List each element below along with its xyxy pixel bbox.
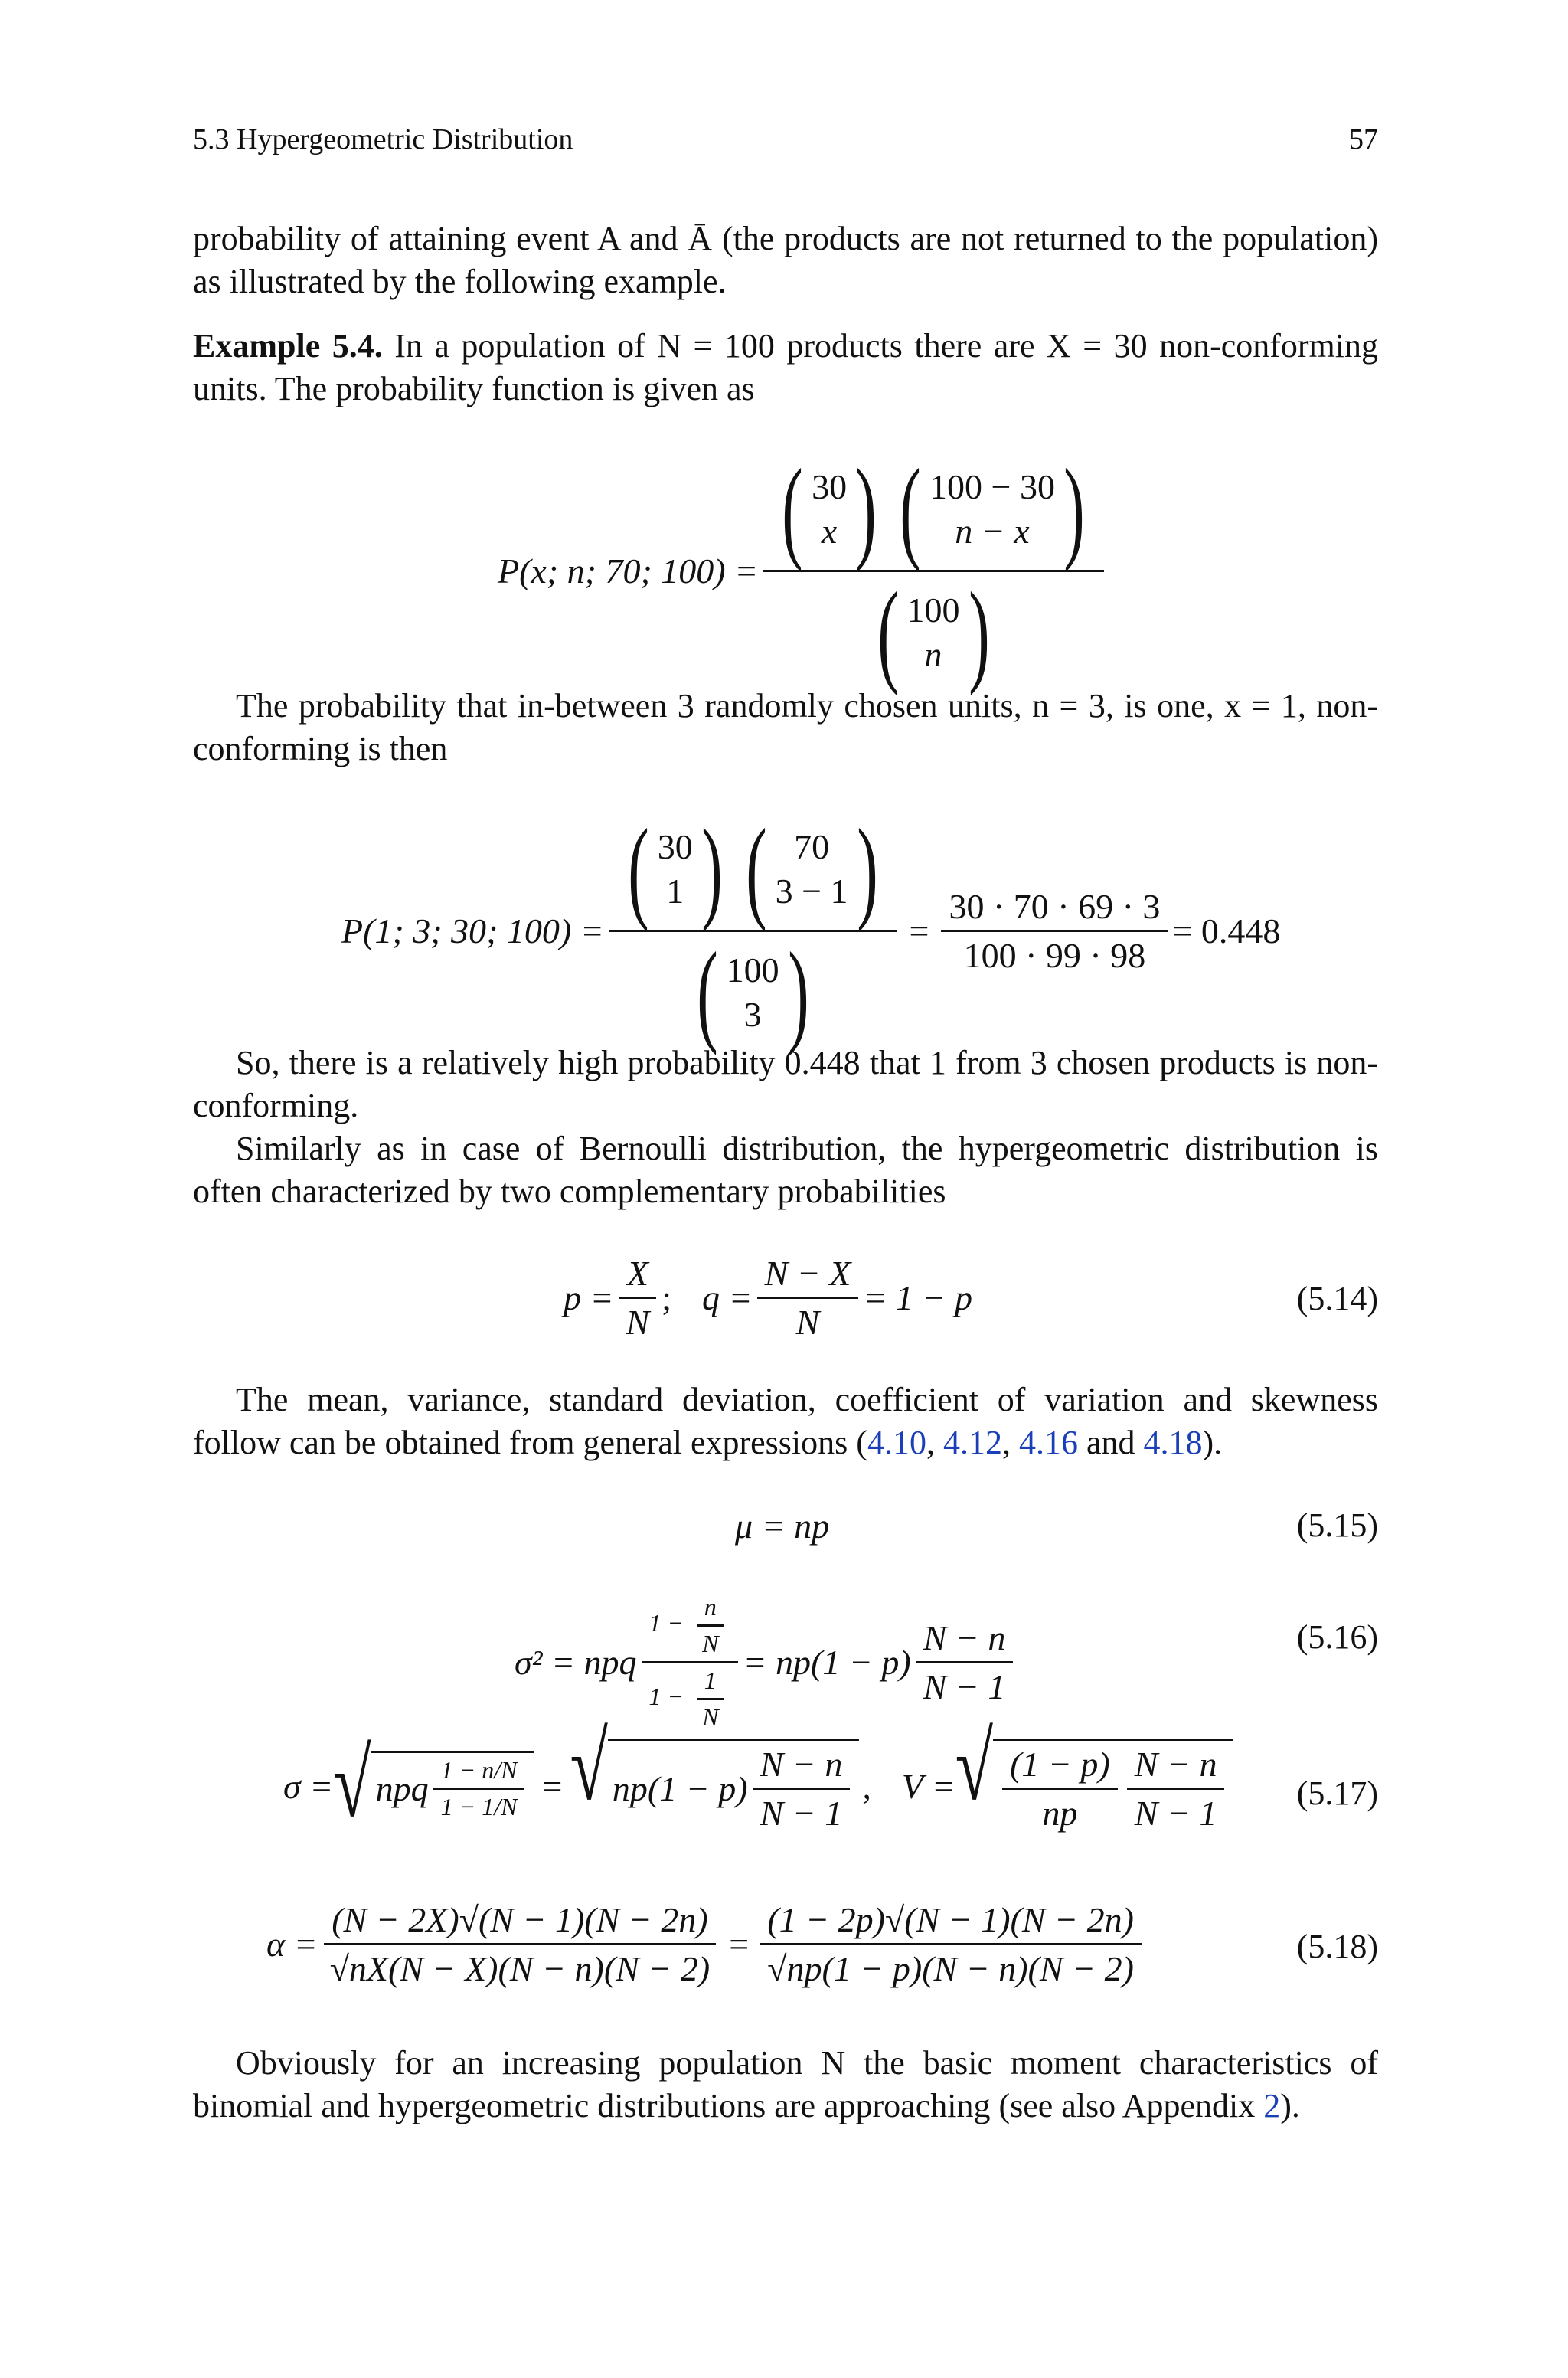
eq2-product-denominator: 100 · 99 · 98 — [963, 936, 1146, 975]
ref-4-18[interactable]: 4.18 — [1143, 1424, 1203, 1461]
eq1-binom3-top: 100 — [906, 590, 960, 630]
paragraph-complementary: Similarly as in case of Bernoulli distribution, the hypergeometric distribution is often characterized by two complementary probabilities — [193, 1130, 1378, 1210]
equation-5-18: α = $\frac{(N - 2X)√(N - 1)(N - 2n)}{√nX(N - X)(N - n)(N - 2)}$ = $\frac{(1 - 2p)√(N - 1)(N - 2n)}{√np(1 - p)(N - n)(N - 2)}$ — [266, 1899, 1146, 1989]
eq518-f1-den: √nX(N − X)(N − n)(N − 2) — [329, 1949, 710, 1988]
example-label: Example 5.4. — [193, 327, 383, 365]
eq516-num: N − n — [916, 1617, 1014, 1663]
eq518-f2-num: (1 − 2p)√(N − 1)(N − 2n) — [760, 1899, 1142, 1945]
eq2-result: = 0.448 — [1172, 911, 1281, 950]
eq2-product-fraction — [941, 886, 1168, 976]
eq2-binom3-bottom: 3 — [743, 995, 762, 1034]
eq2-lhs: P(1; 3; 30; 100) = — [341, 911, 604, 950]
eq2-product-numerator: 30 · 70 · 69 · 3 — [941, 886, 1168, 932]
ref-4-16[interactable]: 4.16 — [1018, 1424, 1078, 1461]
eq514-separator: ; — [662, 1278, 672, 1317]
eq2-binom1-bottom: 1 — [666, 872, 684, 911]
eq1-lhs: P(x; n; 70; 100) = — [498, 551, 759, 590]
eq518-lhs: α = — [266, 1925, 318, 1964]
eq516-lhs: σ² = npq — [514, 1643, 637, 1682]
example-text: In a population of N = 100 products there are X = 30 non-conforming units. The probability function is given as — [193, 327, 1379, 407]
paragraph-example-text: The probability that in-between 3 randomly chosen units, n = 3, is one, x = 1, non-conforming is then — [193, 687, 1378, 767]
eq514-q-den: N — [795, 1303, 820, 1342]
equation-example-result: P(1; 3; 30; 100) = ( 30 1 ) ( 70 3 − 1 ) ( 100 3 ) = $\frac{30 \cdot 70 \cdot 69 \cdot 3}{100 \cdot 99 \cdot 98}$ = 0.448 — [341, 806, 1281, 1056]
eq1-binom3-bottom: n — [924, 635, 942, 674]
paragraph-conclusion: So, there is a relatively high probability 0.448 that 1 from 3 chosen products is non-conforming. — [193, 1044, 1378, 1124]
eq514-p-den: N — [626, 1303, 650, 1342]
equation-number-5-15: (5.15) — [1296, 1506, 1378, 1544]
paragraph-moments: The mean, variance, standard deviation, coefficient of variation and skewness follow can be obtained from general expressions (4.10, 4.12, 4.16 and 4.18). — [193, 1381, 1378, 1461]
equation-5-17: σ = √ npq $\frac{1 - n/N}{1 - 1/N}$ = √ np(1 − p) $\frac{N - n}{N - 1}$ , V = √ $\frac{(1 - p)}{np}$ $\frac{N - n}{N - 1}$ — [283, 1739, 1233, 1833]
equation-number-5-16: (5.16) — [1296, 1618, 1378, 1656]
eq516-rhs: = np(1 − p) — [743, 1643, 911, 1682]
page-number: 57 — [1349, 123, 1378, 155]
equation-5-14 — [564, 1253, 972, 1343]
eq1-binom1-top: 30 — [812, 467, 848, 506]
equation-probability-function — [498, 446, 1109, 696]
equation-number-5-18: (5.18) — [1296, 1928, 1378, 1965]
eq518-f1-num: (N − 2X)√(N − 1)(N − 2n) — [324, 1899, 715, 1945]
eq1-binom2-bottom: n − x — [955, 512, 1030, 551]
eq516-den: N − 1 — [923, 1667, 1006, 1706]
eq1-binom2-top: 100 − 30 — [929, 467, 1055, 506]
eq514-p-lhs: p = — [564, 1278, 614, 1317]
eq1-fraction: ( 30 x ) ( 100 − 30 n − x ) ( 100 n ) — [763, 452, 1104, 690]
eq2-binom2-top: 70 — [794, 827, 830, 866]
paragraph-intro: probability of attaining event A and Ā (the products are not returned to the population) as illustrated by the following example. — [193, 220, 1378, 300]
eq1-binom1-bottom: x — [821, 512, 838, 551]
eq2-binom3-top: 100 — [726, 950, 779, 989]
running-header — [193, 123, 1378, 161]
equation-5-15: μ = np — [735, 1506, 830, 1546]
ref-4-10[interactable]: 4.10 — [867, 1424, 926, 1461]
eq2-binom2-bottom: 3 − 1 — [775, 872, 848, 911]
equation-number-5-17: (5.17) — [1296, 1775, 1378, 1812]
eq517-lhs: σ = — [283, 1766, 334, 1806]
eq2-binom1-top: 30 — [657, 827, 693, 866]
eq514-p-num: X — [619, 1253, 656, 1299]
equation-number-5-14: (5.14) — [1296, 1280, 1378, 1317]
eq518-f2-den: √np(1 − p)(N − n)(N − 2) — [767, 1949, 1134, 1988]
section-title: 5.3 Hypergeometric Distribution — [193, 123, 573, 155]
eq514-q-lhs: q = — [702, 1278, 753, 1317]
eq517-V: V = — [901, 1766, 956, 1806]
paragraph-closing: Obviously for an increasing population N the basic moment characteristics of binomial and hypergeometric distributions are approaching (see also Appendix 2). — [193, 2044, 1378, 2124]
eq514-q-num: N − X — [757, 1253, 859, 1299]
equation-5-16: σ² = npq 1 − $\frac{n}{N}$ 1 − $\frac{1}{N}$ = np(1 − p) $\frac{N - n}{N - 1}$ — [514, 1593, 1018, 1732]
example-paragraph — [193, 325, 1378, 411]
eq514-rhs: = 1 − p — [863, 1278, 972, 1317]
eq2-fraction: ( 30 1 ) ( 70 3 − 1 ) ( 100 3 ) — [609, 812, 897, 1050]
ref-4-12[interactable]: 4.12 — [942, 1424, 1002, 1461]
ref-appendix-2[interactable]: 2 — [1263, 2087, 1281, 2124]
